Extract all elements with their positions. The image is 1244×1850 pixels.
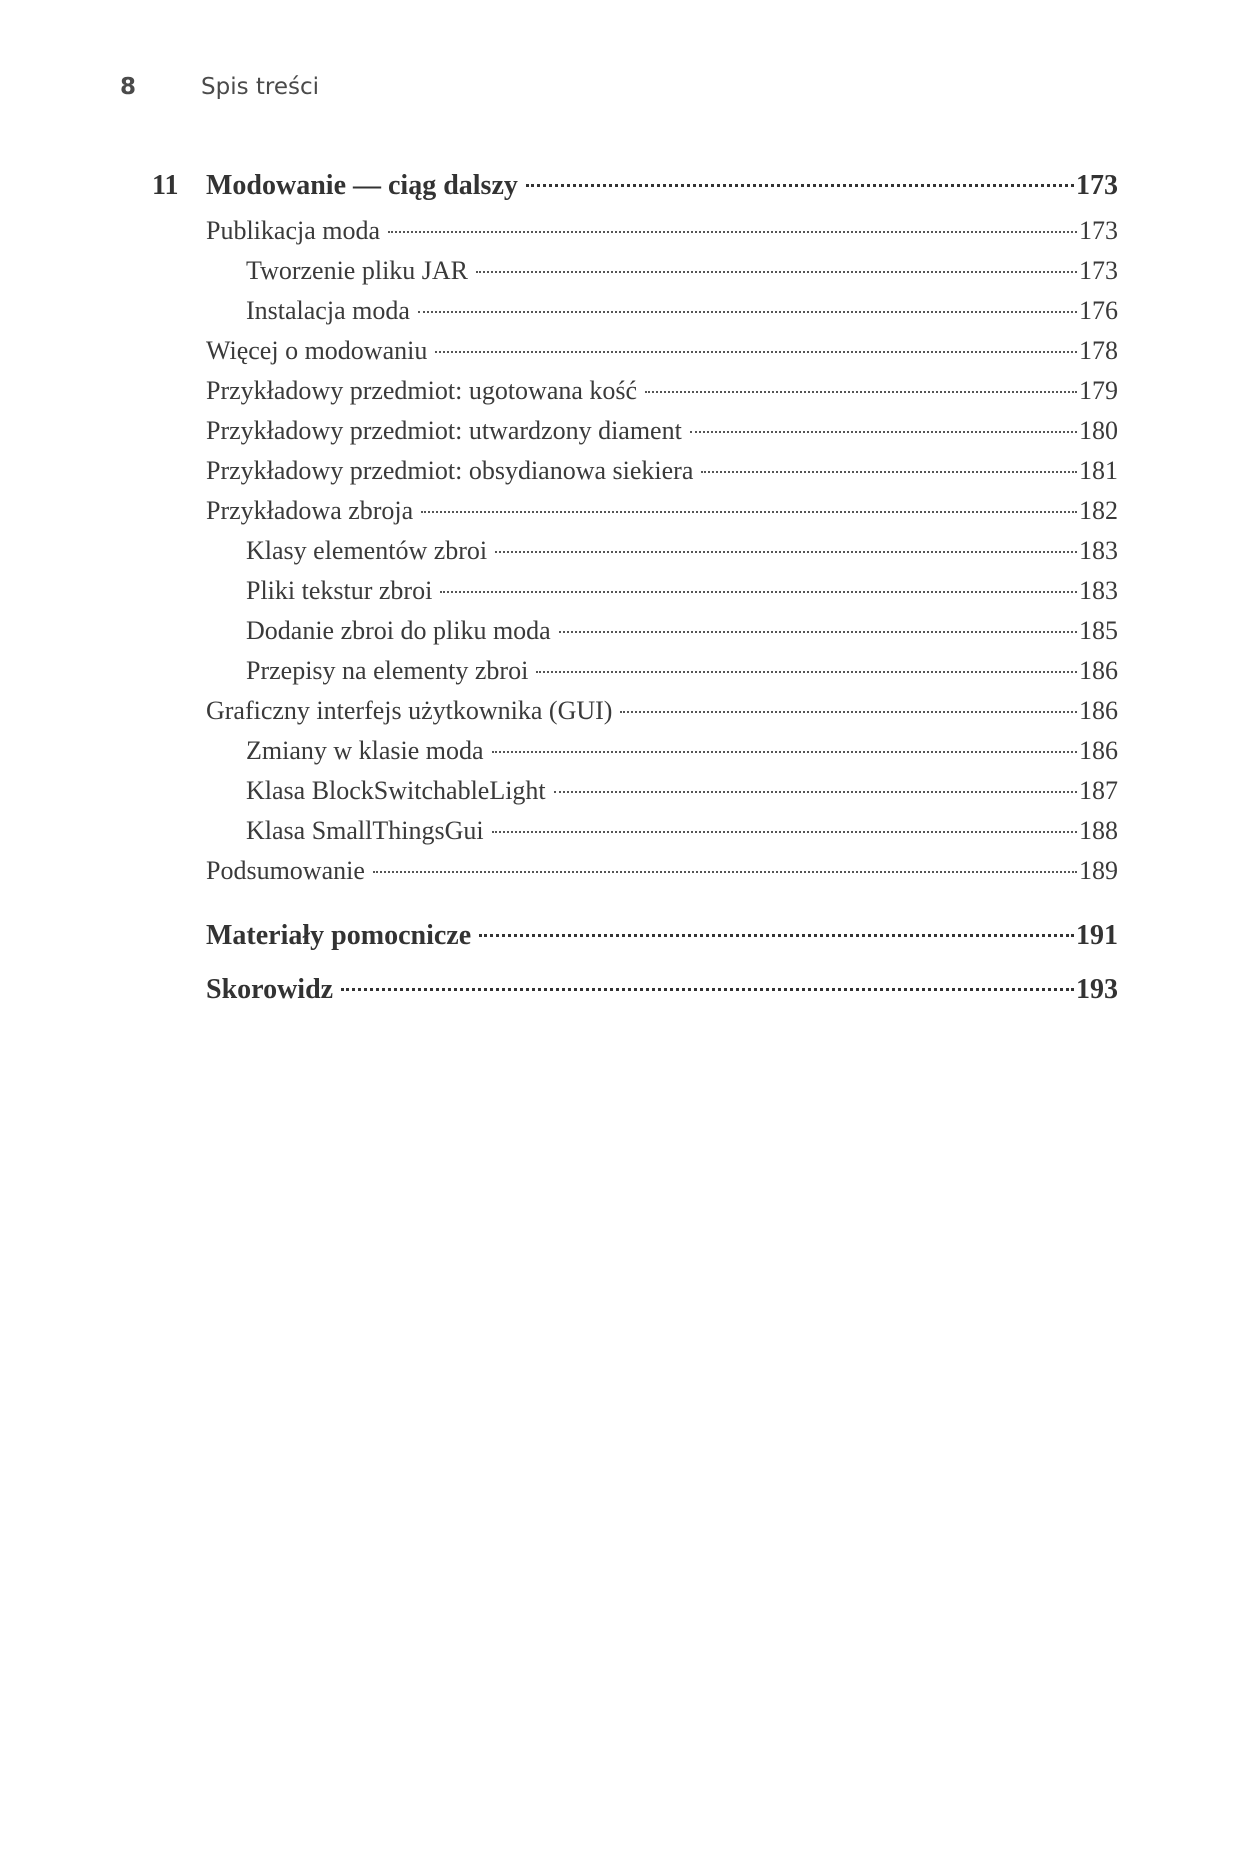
toc-entry-title: Instalacja moda (246, 296, 410, 325)
toc-chapter-entry[interactable] (152, 170, 1118, 210)
toc-entry[interactable] (152, 496, 1118, 536)
toc-entry[interactable] (152, 336, 1118, 376)
toc-entry-page-number: 176 (1079, 296, 1118, 325)
toc-entry-title: Przykładowa zbroja (206, 496, 414, 525)
dot-leader (620, 711, 1077, 713)
toc-entry[interactable] (152, 536, 1118, 576)
toc-entry[interactable] (152, 576, 1118, 616)
toc-entry-title: Przykładowy przedmiot: obsydianowa siekiera (206, 456, 694, 485)
toc-entry-title: Publikacja moda (206, 216, 381, 245)
dot-leader (373, 871, 1077, 873)
toc-entry-page-number: 185 (1079, 616, 1118, 645)
toc-backmatter-page-number: 193 (1076, 974, 1118, 1005)
toc-entry-page-number: 178 (1079, 336, 1118, 365)
dot-leader (492, 831, 1077, 833)
dot-leader (495, 551, 1077, 553)
dot-leader (645, 391, 1077, 393)
page-number: 8 (120, 74, 137, 100)
toc-entry-title: Tworzenie pliku JAR (246, 256, 469, 285)
toc-entry[interactable] (152, 816, 1118, 856)
dot-leader (418, 311, 1077, 313)
toc-entry-page-number: 186 (1079, 656, 1118, 685)
toc-backmatter-page-number: 191 (1076, 920, 1118, 951)
dot-leader (701, 471, 1077, 473)
dot-leader (388, 231, 1077, 233)
toc-backmatter-entry[interactable] (152, 920, 1118, 964)
toc-entry[interactable] (152, 296, 1118, 336)
toc-entry-page-number: 183 (1079, 576, 1118, 605)
table-of-contents (152, 170, 1118, 1018)
toc-entry[interactable] (152, 376, 1118, 416)
dot-leader (559, 631, 1077, 633)
toc-entry-page-number: 187 (1079, 776, 1118, 805)
toc-entry[interactable] (152, 696, 1118, 736)
dot-leader (479, 934, 1074, 937)
dot-leader (341, 988, 1074, 991)
toc-entry-title: Przykładowy przedmiot: utwardzony diament (206, 416, 682, 445)
section-title: Spis treści (201, 74, 320, 100)
toc-entry-title: Zmiany w klasie moda (246, 736, 484, 765)
toc-entry-page-number: 181 (1079, 456, 1118, 485)
toc-entry[interactable] (152, 736, 1118, 776)
toc-entry[interactable] (152, 616, 1118, 656)
dot-leader (554, 791, 1077, 793)
dot-leader (526, 184, 1074, 187)
dot-leader (435, 351, 1077, 353)
toc-entry[interactable] (152, 216, 1118, 256)
dot-leader (476, 271, 1077, 273)
toc-entry-title: Klasy elementów zbroi (246, 536, 488, 565)
toc-backmatter-title: Materiały pomocnicze (206, 920, 472, 951)
dot-leader (536, 671, 1077, 673)
toc-entry[interactable] (152, 416, 1118, 456)
toc-entry-page-number: 188 (1079, 816, 1118, 845)
toc-entry-title: Podsumowanie (206, 856, 365, 885)
toc-entry-page-number: 173 (1079, 256, 1118, 285)
toc-backmatter (152, 920, 1118, 1018)
chapter-page-number: 173 (1076, 170, 1118, 201)
toc-entry-title: Przykładowy przedmiot: ugotowana kość (206, 376, 638, 405)
toc-entry-page-number: 189 (1079, 856, 1118, 885)
toc-entry-title: Graficzny interfejs użytkownika (GUI) (206, 696, 613, 725)
toc-entry-title: Pliki tekstur zbroi (246, 576, 433, 605)
toc-entry-title: Dodanie zbroi do pliku moda (246, 616, 551, 645)
toc-entry-page-number: 186 (1079, 736, 1118, 765)
toc-entries (152, 216, 1118, 896)
toc-entry[interactable] (152, 256, 1118, 296)
dot-leader (440, 591, 1077, 593)
toc-entry-page-number: 180 (1079, 416, 1118, 445)
toc-backmatter-entry[interactable] (152, 974, 1118, 1018)
chapter-number: 11 (152, 170, 179, 201)
toc-entry-page-number: 182 (1079, 496, 1118, 525)
toc-entry-page-number: 186 (1079, 696, 1118, 725)
dot-leader (690, 431, 1077, 433)
dot-leader (421, 511, 1077, 513)
dot-leader (492, 751, 1077, 753)
toc-entry-page-number: 179 (1079, 376, 1118, 405)
toc-entry-title: Klasa SmallThingsGui (246, 816, 484, 845)
toc-entry[interactable] (152, 856, 1118, 896)
toc-entry-page-number: 183 (1079, 536, 1118, 565)
toc-entry-title: Klasa BlockSwitchableLight (246, 776, 546, 805)
toc-entry-title: Przepisy na elementy zbroi (246, 656, 529, 685)
chapter-title: Modowanie — ciąg dalszy (206, 170, 518, 201)
toc-backmatter-title: Skorowidz (206, 974, 334, 1005)
toc-entry-page-number: 173 (1079, 216, 1118, 245)
running-header (120, 74, 1120, 114)
toc-entry-title: Więcej o modowaniu (206, 336, 428, 365)
toc-entry[interactable] (152, 456, 1118, 496)
toc-entry[interactable] (152, 656, 1118, 696)
toc-entry[interactable] (152, 776, 1118, 816)
